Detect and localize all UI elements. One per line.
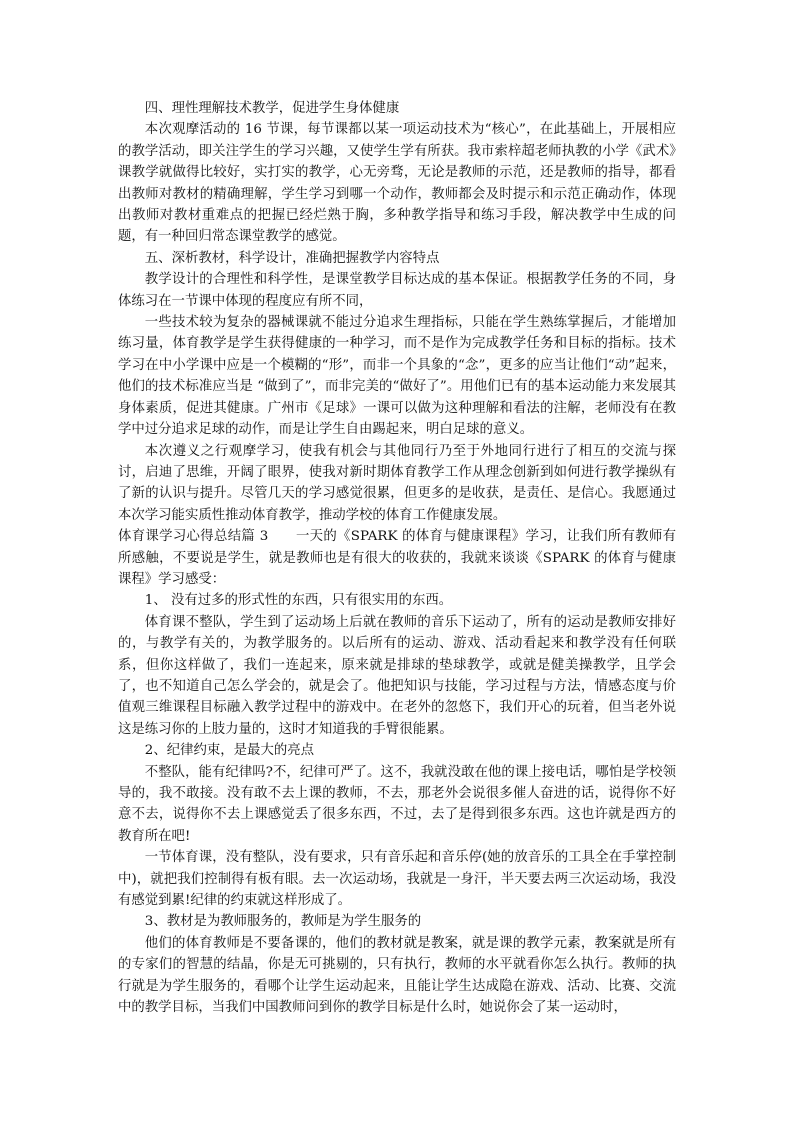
paragraph: 教学设计的合理性和科学性，是课堂教学目标达成的基本保证。根据教学任务的不同，身体练习在一节课中体现的程度应有所不同， [118,272,676,309]
point-heading-1: 1、 没有过多的形式性的东西，只有很实用的东西。 [144,593,453,609]
paragraph: 一些技术较为复杂的器械课就不能过分追求生理指标，只能在学生熟练掌握后，才能增加练习量，体育教学是学生获得健康的一种学习，而不是作为完成教学任务和目标的指标。技术学习在中小学课中应是一个模糊的“形”，而非一个具象的“念”，更多的应当让他们“动”起来，他们的技术标准应当是 “做到了”，而非完美的“做好了”。用他们已有的基本运动能力来发展其身体素质，促进其健康。广州市《足球》一课可以做为这种理解和看法的注解，老师没有在教学中过分追求足球的动作，而是让学生自由踢起来，明白足球的意义。 [118,315,676,438]
paragraph: 他们的体育教师是不要备课的，他们的教材就是教案，就是课的教学元素，教案就是所有的专家们的智慧的结晶，你是无可挑剔的，只有执行，教师的水平就看你怎么执行。教师的执行就是为学生服务的，看哪个让学生运动起来，且能让学生达成隐在游戏、活动、比赛、交流中的教学目标，当我们中国教师问到你的教学目标是什么时，她说你会了某一运动时， [118,935,676,1016]
section-heading-5: 五、深析教材，科学设计，准确把握教学内容特点 [144,250,440,266]
paragraph: 本次观摩活动的 16 节课，每节课都以某一项运动技术为“核心”，在此基础上，开展相应的教学活动，即关注学生的学习兴趣，又使学生学有所获。我市索梓超老师执教的小学《武术》课教学就做得比较好，实打实的教学，心无旁骛，无论是教师的示范，还是教师的指导，都看出教师对教材的精确理解，学生学习到哪一个动作，教师都会及时提示和示范正确动作，体现出教师对教材重难点的把握已经烂熟于胸，多种教学指导和练习手段，解决教学中生成的问题，有一种回归常态课堂教学的感觉。 [118,122,676,245]
paragraph: 本次遵义之行观摩学习，使我有机会与其他同行乃至于外地同行进行了相互的交流与探讨，启迪了思维，开阔了眼界，使我对新时期体育教学工作从理念创新到如何进行教学操纵有了新的认识与提升。尽管几天的学习感觉很累，但更多的是收获，是责任、是信心。我愿通过本次学习能实质性推动体育教学，推动学校的体育工作健康发展。 [118,443,676,523]
point-heading-2: 2、纪律约束，是最大的亮点 [144,743,315,759]
section-heading-4: 四、理性理解技术教学，促进学生身体健康 [144,101,400,116]
paragraph: 一节体育课，没有整队，没有要求，只有音乐起和音乐停(她的放音乐的工具全在手掌控制中)，就把我们控制得有板有眼。去一次运动场，我就是一身汗，半天要去两三次运动场，我没有感觉到累!纪律的约束就这样形成了。 [118,850,676,909]
article-intro-paragraph: 体育课学习心得总结篇 3 一天的《SPARK 的体育与健康课程》学习，让我们所有教师有所感触，不要说是学生，就是教师也是有很大的收获的，我就来谈谈《SPARK 的体育与健康课程》学习感受： [118,529,676,587]
point-heading-3: 3、教材是为教师服务的，教师是为学生服务的 [144,914,422,930]
document-page [118,98,676,1018]
paragraph: 不整队，能有纪律吗?不，纪律可严了。这不，我就没敢在他的课上接电话，哪怕是学校领导的，我不敢接。没有敢不去上课的教师，不去，那老外会说很多催人奋进的话，说得你不好意不去，说得你不去上课感觉丢了很多东西，不过，去了是得到很多东西。这也许就是西方的教育所在吧! [118,764,676,844]
paragraph: 体育课不整队，学生到了运动场上后就在教师的音乐下运动了，所有的运动是教师安排好的，与教学有关的，为教学服务的。以后所有的运动、游戏、活动看起来和教学没有任何联系，但你这样做了，我们一连起来，原来就是排球的垫球教学，或就是健美操教学，且学会了，也不知道自己怎么学会的，就是会了。他把知识与技能，学习过程与方法，情感态度与价值观三维课程目标融入教学过程中的游戏中。在老外的忽悠下，我们开心的玩着，但当老外说这是练习你的上肢力量的，这时才知道我的手臂很能累。 [118,614,676,737]
